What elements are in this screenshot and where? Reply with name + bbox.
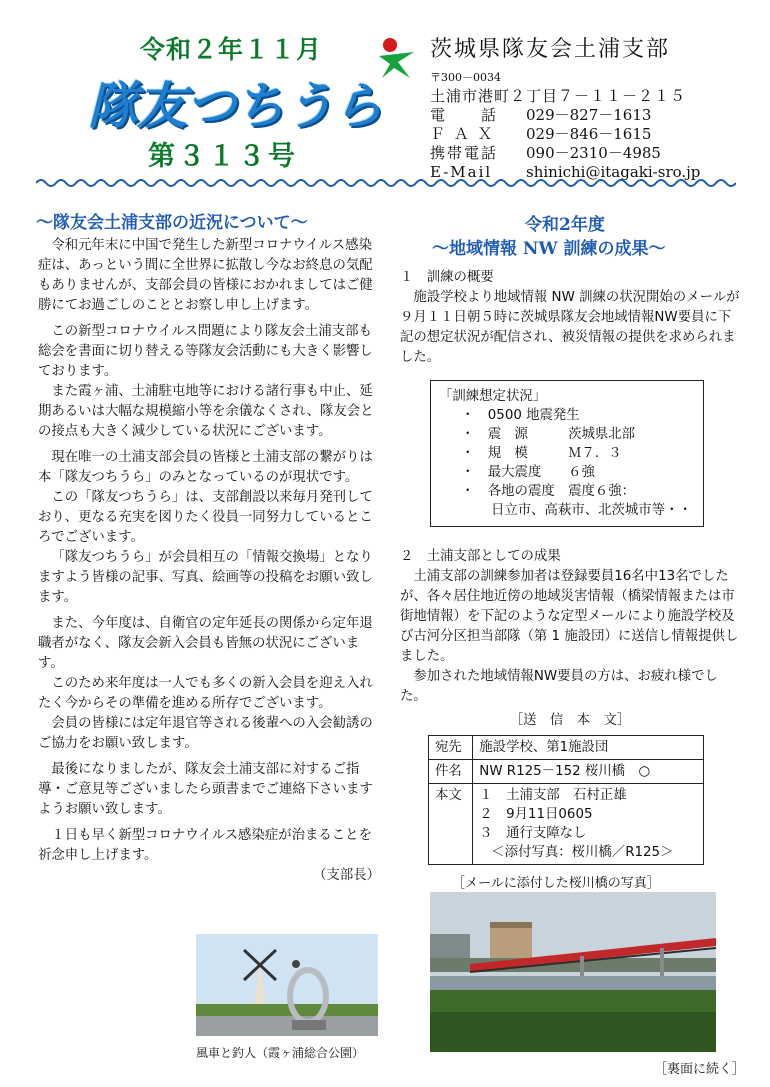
fax-row: Ｆ Ａ Ｘ 029－846－1615: [430, 125, 652, 143]
scenario-item: ・ 震 源 茨城県北部: [461, 427, 636, 442]
scenario-item: ・ 規 模 Ｍ７．３: [461, 446, 622, 461]
section-1-heading: １ 訓練の概要: [400, 270, 494, 285]
continue-note: ［裏面に続く］: [654, 1062, 746, 1077]
table-row: 宛先 施設学校、第1施設団: [429, 736, 704, 760]
wavy-divider: [36, 176, 736, 190]
scenario-item: ・ 各地の震度 震度６強：: [461, 484, 636, 499]
scenario-cities: 日立市、高萩市、北茨城市等・・: [491, 503, 692, 518]
contact-block: [430, 68, 700, 182]
scenario-box: 「訓練想定状況」 ・ 0500 地震発生 ・ 震 源 茨城県北部 ・ 規 模 Ｍ７．３ ・ 最大震度 ６強 ・ 各地の震度 震度６強： 日立市、高萩市、北茨城市等・・: [430, 380, 704, 527]
scenario-item: ・ 最大震度 ６強: [461, 465, 595, 480]
section-2-text-2: 参加された地域情報NW要員の方は、お疲れ様でした。: [400, 669, 718, 704]
mobile-row: 携帯電話 090－2310－4985: [430, 144, 661, 162]
right-article-title-1: 令和2年度: [525, 215, 605, 235]
windmill-photo: [196, 934, 378, 1036]
section-1-text: 施設学校より地域情報 NW 訓練の状況開始のメールが９月１１日朝５時に茨城県隊友会地域情報NW要員に下記の想定状況が配信され、被災情報の提供を求められました。: [400, 290, 740, 365]
section-2-text: 土浦支部の訓練参加者は登録要員16名中13名でしたが、各々居住地近傍の地域災害情報（橋梁情報または市街地情報）を下記のような定型メールにより施設学校及び古河分区担当部隊（第 1 施設団）に送信し情報提供しました。: [400, 569, 739, 664]
scenario-item: ・ 0500 地震発生: [461, 408, 580, 423]
association-logo-icon: [376, 36, 416, 80]
left-photo-caption: 風車と釣人（霞ヶ浦総合公園）: [196, 1046, 365, 1060]
signature: （支部長）: [313, 868, 380, 883]
message-table: [428, 735, 704, 865]
right-article-title-2: ～地域情報 NW 訓練の成果～: [432, 239, 666, 259]
table-row: 件名 NW R125－152 桜川橋 ○: [429, 760, 704, 784]
postal-code: 〒300－0034: [430, 71, 501, 84]
left-article-title: ～隊友会土浦支部の近況について～: [36, 213, 308, 233]
issue-number: 第３１３号: [148, 141, 298, 172]
message-title: ［送 信 本 文］: [509, 713, 631, 728]
table-row: 本文 １ 土浦支部 石村正雄 ２ 9月11日0605 ３ 通行支障なし ＜添付写真：桜川橋／R125＞: [429, 784, 704, 865]
address: 土浦市港町２丁目７－１１－２１５: [430, 87, 687, 105]
bridge-photo: [430, 892, 716, 1052]
right-article-body: [400, 268, 740, 865]
left-article-body: 令和元年末に中国で発生した新型コロナウイルス感染症は、あっという間に全世界に拡散し今なお終息の気配もありませんが、支部会員の皆様におかれましてはご健勝にてお過ごしのこととお察し申し上げます。 この新型コロナウイルス問題により隊友会土浦支部も総会を書面に切り替える等隊友会活動にも大きく影響しております。 また霞ヶ浦、土浦駐屯地等における諸行事も中止、延期あるいは大幅な規模縮小等を余儀なくされ、隊友会との接点も大きく減少している状況にございます。 現在唯一の土浦支部会員の皆様と土浦支部の繋がりは本「隊友つちうら」のみとなっているのが現状です。 この「隊友つちうら」は、支部創設以来毎月発刊しており、更なる充実を図りたく役員一同努力しているところでございます。 「隊友つちうら」が会員相互の「情報交換場」となりますよう皆様の記事、写真、絵画等の投稿をお願い致します。 また、今年度は、自衛官の定年延長の関係から定年退職者がなく、隊友会新入会員も皆無の状況にございます。 このため来年度は一人でも多くの新入会員を迎え入れたく今からその準備を進める所存でございます。 会員の皆様には定年退官等される後輩への入会勧誘のご協力をお願い致します。 最後になりましたが、隊友会土浦支部に対するご指導・ご意見等ございましたら頭書までご連絡下さいますようお願い致します。 １日も早く新型コロナウイルス感染症が治まることを祈念申し上げます。 （支部長）: [38, 236, 380, 886]
newsletter-title: 隊友つちうら: [88, 77, 382, 135]
issue-date: 令和２年１１月: [140, 35, 323, 64]
organization-name: 茨城県隊友会土浦支部: [430, 37, 671, 62]
phone-row: 電 話 029－827－1613: [430, 106, 652, 124]
right-photo-caption: ［メールに添付した桜川橋の写真］: [452, 876, 660, 891]
email-row[interactable]: E-Mail shinichi@itagaki-sro.jp: [430, 163, 701, 181]
section-2-heading: ２ 土浦支部としての成果: [400, 549, 561, 564]
